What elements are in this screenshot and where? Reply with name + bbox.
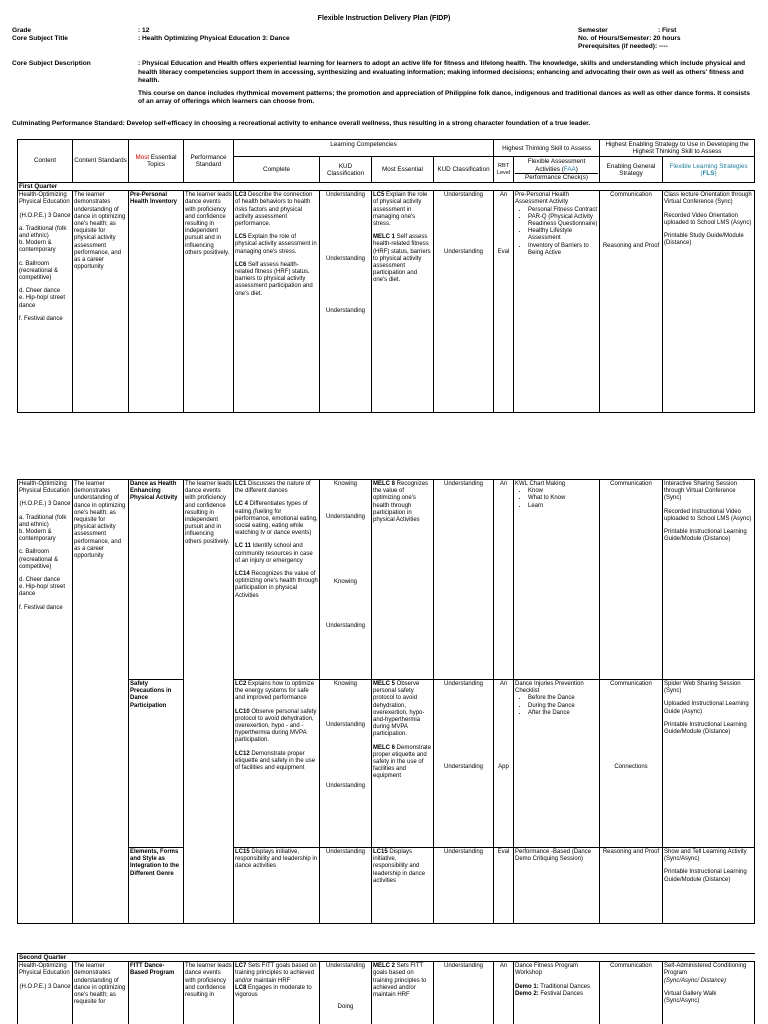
header-content-standards: Content Standards [73,140,129,183]
list-item: • After the Dance [528,710,598,717]
header-fls: Flexible Learning Strategies (FLS) [663,157,755,183]
table-header-row [18,140,755,157]
header-content: Content [18,140,73,183]
egs-cell: Communication [600,480,663,680]
header-performance-standard: Performance Standard [184,140,234,183]
kud-cell: Understanding [434,962,494,1024]
header-complete: Complete [234,157,320,183]
prerequisites-label: Prerequisites (if needed): ---- [578,43,668,50]
performance-standard-cell: The learner leads dance events with proficiency and confidence resulting in [184,962,234,1024]
list-item: • Before the Dance [528,695,598,702]
table-row [18,680,755,848]
header-highest-skill: Highest Thinking Skill to Assess [494,140,600,157]
complete-lc-cell: LC1 Discusses the nature of the different dances LC 4 Differentiates types of eating (fueling for performance, emotional eating, social eating, eating while watching tv or dance events) LC 11 Identify school and community resources in case of an injury or emergency LC14 Recognizes the value of optimizing one's health through participation in physical Activities [234,480,320,680]
rbt-cell: An App [494,680,514,848]
header-kud: KUD Classification [320,157,372,183]
fls-cell: Class lecture Orientation through Virtual Conference (Sync) Recorded Video Orientation uploaded to School LMS (Async) Printable Study Guide/Module (Distance) [663,191,755,413]
kud-cell: Understanding Understanding [434,680,494,848]
topic-cell: Dance as Health Enhancing Physical Activity [129,480,184,680]
table-row [18,191,755,413]
description-label: Core Subject Description [12,60,91,67]
topic-cell: Safety Precautions in Dance Participation [129,680,184,848]
most-essential-cell: MELC 8 Recognizes the value of optimizing one's health through participation in physical Activities [372,480,434,680]
list-item: • Inventory of Barriers to Being Active [528,243,598,257]
topic-cell: Pre-Personal Health Inventory [129,191,184,413]
complete-lc-cell: LC3 Describe the connection of health behaviors to health risks factors and physical activity assessment performance. LC5 Explain the role of physical activity assessment in managing one's stress. LC6 Self assess health- related fitness (HRF) status, barriers to physical activity assessment participation and one's diet. [234,191,320,413]
list-item: • Healthy Lifestyle Assessment [528,228,598,242]
semester-value: : First [658,27,677,34]
header-most-essential: Most Essential [372,157,434,183]
list-item: • During the Dance [528,703,598,710]
hours-label: No. of Hours/Semester: 20 hours [578,35,681,42]
subject-label: Core Subject Title [12,35,68,42]
table-row [18,962,755,1024]
faa-list [515,207,598,257]
fls-cell: Show and Tell Learning Activity (Sync/Async) Printable Instructional Learning Guide/Module (Distance) [663,848,755,924]
kud-cell: Understanding [434,480,494,680]
topic-cell: FITT Dance-Based Program [129,962,184,1024]
rbt-cell: Eval [494,848,514,924]
content-cell: Health-Optimizing Physical Education (H.O.P.E.) 3 Dance [18,962,73,1024]
header-most-essential-topics: Most Essential Topics [129,140,184,183]
description-paragraph: This course on dance includes rhythmical movement patterns; the promotion and appreciation of Philippine folk dance, indigenous and traditional dances as well as other dance forms. It consists of an array of offerings which learners can choose from. [138,89,750,106]
kud-cell: Knowing Understanding Understanding [320,680,372,848]
most-essential-cell: MELC 5 Observe personal safety protocol to avoid dehydration, overexertion, hypo-and-hyperthermia during MVPA participation. MELC 6 Demonstrate proper etiquette and safety in the use of facilities and equipment [372,680,434,848]
quarter-label: First Quarter [18,183,755,191]
table-row [18,848,755,924]
content-standard-cell: The learner demonstrates understanding of dance in optimizing one's health; as requisite for [73,962,129,1024]
header-highest-strategy: Highest Enabling Strategy to Use in Developing the Highest Thinking Skill to Assess [600,140,755,157]
complete-lc-cell: LC7 Sets FITT goals based on training principles to achieved and/or maintain HRF LC8 Engages in moderate to vigorous [234,962,320,1024]
rbt-cell: An [494,480,514,680]
kud-cell: Understanding [434,848,494,924]
document-title: Flexible Instruction Delivery Plan (FIDP) [317,15,451,22]
rbt-cell: An [494,962,514,1024]
list-item: • Know [528,488,598,495]
subject-value: : Health Optimizing Physical Education 3: Dance [138,35,290,42]
faa-cell: Dance Fitness Program Workshop Demo 1: Traditional Dances Demo 2: Festival Dances [514,962,600,1024]
egs-cell: Communication [600,962,663,1024]
fidp-table-q2 [17,953,755,1024]
fls-cell: Spider Web Sharing Session (Sync) Uploaded Instructional Learning Guide (Async) Printable Instructional Learning Guide/Module (Distance) [663,680,755,848]
rbt-cell: An Eval [494,191,514,413]
kud-cell: Understanding Understanding Understanding [320,191,372,413]
list-item: • What to Know [528,495,598,502]
kud-cell: Understanding [320,848,372,924]
second-quarter-section [17,953,755,1024]
fidp-table-continued [17,479,755,924]
faa-list [515,695,598,717]
document-header [0,26,768,56]
description [138,60,750,111]
most-essential-cell: MELC 2 Sets FITT goals based on training principles to achieved and/or maintain HRF [372,962,434,1024]
fls-cell: Self-Administered Conditioning Program (Sync/Async/ Distance) Virtual Gallery Walk (Sync/Async) [663,962,755,1024]
list-item: • Learn [528,503,598,510]
fls-cell: Interactive Sharing Session through Virtual Conference (Sync) Recorded Instructional Video uploaded to School LMS (Async) Printable Instructional Learning Guide/Module (Distance) [663,480,755,680]
kud-cell: Understanding Doing [320,962,372,1024]
list-item: • PAR-Q (Physical Activity Readiness Questionnaire) [528,214,598,228]
content-standard-cell: The learner demonstrates understanding of dance in optimizing one's health; as requisite for physical activity assessment performance, and as a career opportunity [73,480,129,924]
description-paragraph: : Physical Education and Health offers experiential learning for learners to adopt an active life for fitness and lifelong health. The knowledge, skills and understanding which include physical and health literacy competencies support them in accessing, synthesizing and evaluating information; making informed decisions; enhancing and advocating their own as well as others' fitness and health. [138,60,746,85]
faa-cell: Pre-Personal Health Assessment Activity • Personal Fitness Contract • PAR-Q (Physical Activity Readiness Questionnaire) • Healthy Lifestyle Assessment • Inventory of Barriers to Being Active [514,191,600,413]
header-rbt: RBT Level [494,157,514,183]
egs-cell: Communication Connections [600,680,663,848]
most-essential-cell: LC15 Displays initiative, responsibility and leadership in dance activities [372,848,434,924]
quarter-row [18,183,755,191]
content-standard-cell: The learner demonstrates understanding of dance in optimizing one's health; as requisite for physical activity assessment performance, and as a career opportunity [73,191,129,413]
table-row [18,480,755,680]
most-essential-cell: LC5 Explain the role of physical activity assessment in managing one's stress. MELC 1 Self assess health-related fitness (HRF) status, barriers to physical activity assessment participation and one's diet. [372,191,434,413]
faa-cell: KWL Chart Making • Know • What to Know • Learn [514,480,600,680]
faa-cell: Dance Injuries Prevention Checklist • Before the Dance • During the Dance • After the Dance [514,680,600,848]
semester-label: Semester [578,27,608,34]
egs-cell: Reasoning and Proof [600,848,663,924]
faa-list [515,488,598,510]
topic-cell: Elements, Forms and Style as Integration to the Different Genre [129,848,184,924]
fidp-table [17,139,755,413]
culminating-standard: Culminating Performance Standard: Develop self-efficacy in choosing a recreational activity to enhance overall wellness, thus resulting in a strong character foundation of a true leader. [12,120,591,127]
list-item: • Personal Fitness Contract [528,207,598,214]
header-egs: Enabling General Strategy [600,157,663,183]
kud-cell: Knowing Understanding Knowing Understanding [320,480,372,680]
header-kud: KUD Classification [434,157,494,183]
faa-cell: Performance -Based (Dance Demo Critiquing Session) [514,848,600,924]
quarter-label: Second Quarter [18,954,755,962]
performance-standard-cell: The learner leads dance events with proficiency and confidence resulting in independent pursuit and in influencing others positively. [184,191,234,413]
egs-cell: Communication Reasoning and Proof [600,191,663,413]
complete-lc-cell: LC15 Displays initiative, responsibility and leadership in dance activities [234,848,320,924]
header-learning-competencies: Learning Competencies [234,140,494,157]
grade-value: : 12 [138,27,150,34]
header-faa: Flexible Assessment Activities (FAA) Performance Check(s) [514,157,600,183]
content-cell: Health-Optimizing Physical Education (H.O.P.E.) 3 Dance a. Traditional (folk and ethnic) b. Modern & contemporary c. Ballroom (recreational & competitive) d. Cheer dance e. Hip-hop/ street dance f. Festival dance [18,191,73,413]
performance-standard-cell: The learner leads dance events with proficiency and confidence resulting in independent pursuit and in influencing others positively. [184,480,234,924]
kud-cell: Understanding Understanding [434,191,494,413]
complete-lc-cell: LC2 Explains how to optimize the energy systems for safe and improved performance LC10 Observe personal safety protocol to avoid dehydration, overexertion, hypo - and - hyperthermia during MVPA participation. LC12 Demonstrate proper etiquette and safety in the use of facilities and equipment [234,680,320,848]
quarter-row [18,954,755,962]
grade-label: Grade [12,27,32,34]
content-cell: Health-Optimizing Physical Education (H.O.P.E.) 3 Dance a. Traditional (folk and ethnic) b. Modern & contemporary c. Ballroom (recreational & competitive) d. Cheer dance e. Hip-hop/ street dance f. Festival dance [18,480,73,924]
